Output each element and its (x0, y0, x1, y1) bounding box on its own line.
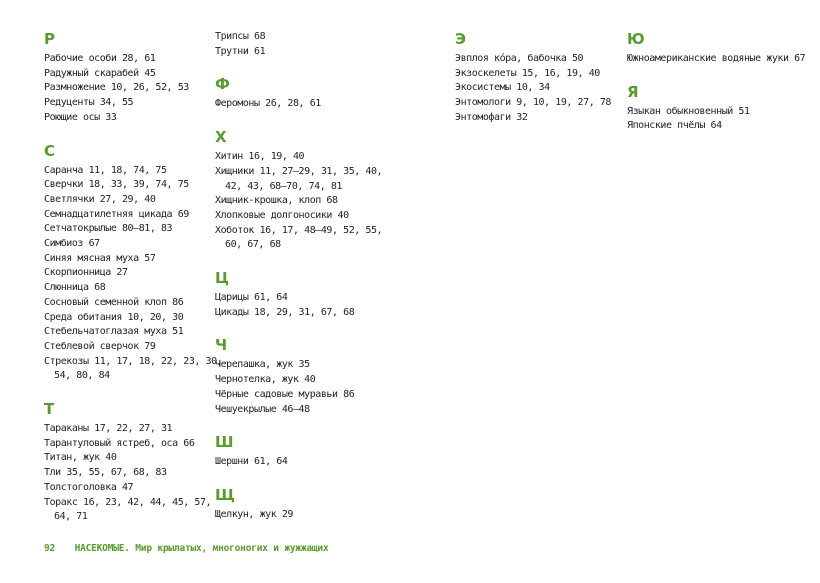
index-entry: Чешуекрылые 46–48 (215, 403, 310, 415)
index-entry: Чёрные садовые муравьи 86 (215, 388, 355, 400)
index-entry: Стрекозы 11, 17, 18, 22, 23, 30, 54, 80, 84 (44, 355, 223, 382)
index-entry: Торакс 16, 23, 42, 44, 45, 57, 64, 71 (44, 496, 212, 523)
section-letter: Х (215, 128, 227, 147)
index-entry: Симбиоз 67 (44, 238, 100, 250)
section-letter: С (44, 141, 56, 160)
index-column-3 (455, 30, 635, 142)
index-entry: Цикады 18, 29, 31, 67, 68 (215, 306, 355, 318)
section-letter: Ю (627, 30, 645, 48)
section-letter: Ф (215, 75, 230, 94)
index-section (215, 336, 395, 417)
page-number: 92 (44, 543, 56, 554)
index-section (627, 30, 807, 67)
index-entry: Сосновый семенной клоп 86 (44, 296, 184, 308)
section-letter: Ц (215, 269, 229, 288)
section-letter: Э (455, 30, 467, 48)
index-entry: Редуценты 34, 55 (44, 97, 134, 109)
index-entry: Энтомофаги 32 (455, 111, 528, 123)
index-entry: Трипсы 68 (215, 31, 266, 42)
index-entry: Японские пчёлы 64 (627, 120, 722, 132)
index-section (215, 486, 395, 523)
index-entry: Эвплоя кóра, бабочка 50 (455, 53, 584, 64)
index-entry: Чернотелка, жук 40 (215, 374, 316, 386)
index-entry: Сверчки 18, 33, 39, 74, 75 (44, 179, 189, 191)
index-section (455, 30, 635, 126)
index-entry: Тли 35, 55, 67, 68, 83 (44, 467, 167, 479)
index-entry: Хитин 16, 19, 40 (215, 151, 305, 163)
index-entry: Хищник-крошка, клоп 68 (215, 195, 338, 207)
index-section (44, 30, 224, 126)
index-entry: Хищники 11, 27–29, 31, 35, 40, 42, 43, 68–70, 74, 81 (215, 165, 383, 192)
section-letter: Ч (215, 336, 228, 355)
index-entry: Языкан обыкновенный 51 (627, 105, 750, 117)
index-entry: Стеблевой сверчок 79 (44, 340, 156, 352)
section-letter: Щ (215, 485, 235, 504)
index-section (215, 75, 395, 112)
index-entry: Стебельчатоглазая муха 51 (44, 326, 184, 338)
index-entry: Хлопковые долгоносики 40 (215, 209, 349, 221)
index-section (44, 142, 224, 385)
index-entry: Экзоскелеты 15, 16, 19, 40 (455, 67, 600, 79)
index-entry: Царицы 61, 64 (215, 292, 288, 304)
section-letter: Т (44, 400, 55, 419)
index-entry: Рабочие особи 28, 61 (44, 53, 156, 64)
index-section (627, 83, 807, 134)
index-section (215, 433, 395, 470)
index-entry: Трутни 61 (215, 45, 266, 57)
index-entry: Саранча 11, 18, 74, 75 (44, 164, 167, 176)
index-column-1 (44, 30, 224, 541)
index-entry: Феромоны 26, 28, 61 (215, 98, 321, 110)
index-entry: Скорпионница 27 (44, 267, 128, 279)
index-entry: Синяя мясная муха 57 (44, 252, 156, 264)
section-letter: Ш (215, 433, 234, 452)
index-entry: Радужный скарабей 45 (44, 67, 156, 79)
index-entry: Слюнница 68 (44, 282, 106, 294)
index-column-2 (215, 30, 395, 539)
index-entry: Сетчатокрылые 80–81, 83 (44, 223, 173, 235)
index-section (215, 30, 395, 59)
index-entry: Шершни 61, 64 (215, 456, 288, 468)
index-section (215, 269, 395, 320)
index-entry: Черепашка, жук 35 (215, 359, 310, 371)
index-entry: Семнадцатилетняя цикада 69 (44, 208, 189, 220)
index-entry: Щелкун, жук 29 (215, 508, 293, 520)
index-column-4 (627, 30, 807, 150)
index-entry: Роющие осы 33 (44, 111, 117, 123)
section-letter: Я (627, 82, 639, 101)
index-entry: Титан, жук 40 (44, 452, 117, 464)
index-entry: Энтомологи 9, 10, 19, 27, 78 (455, 97, 611, 109)
index-entry: Толстоголовка 47 (44, 481, 134, 493)
index-entry: Тарантуловый ястреб, оса 66 (44, 437, 195, 449)
book-title: НАСЕКОМЫЕ. Мир крылатых, многоногих и жужжащих (74, 543, 329, 554)
index-section (44, 400, 224, 525)
index-entry: Среда обитания 10, 20, 30 (44, 311, 184, 323)
index-section (215, 128, 395, 253)
index-entry: Хоботок 16, 17, 48–49, 52, 55, 60, 67, 68 (215, 224, 383, 251)
index-entry: Размножение 10, 26, 52, 53 (44, 82, 189, 94)
index-entry: Тараканы 17, 22, 27, 31 (44, 423, 173, 435)
index-entry: Светлячки 27, 29, 40 (44, 193, 156, 205)
page-footer (44, 543, 328, 554)
section-letter: Р (44, 30, 55, 48)
index-entry: Экосистемы 10, 34 (455, 82, 550, 94)
index-entry: Южноамериканские водяные жуки 67 (627, 53, 806, 64)
